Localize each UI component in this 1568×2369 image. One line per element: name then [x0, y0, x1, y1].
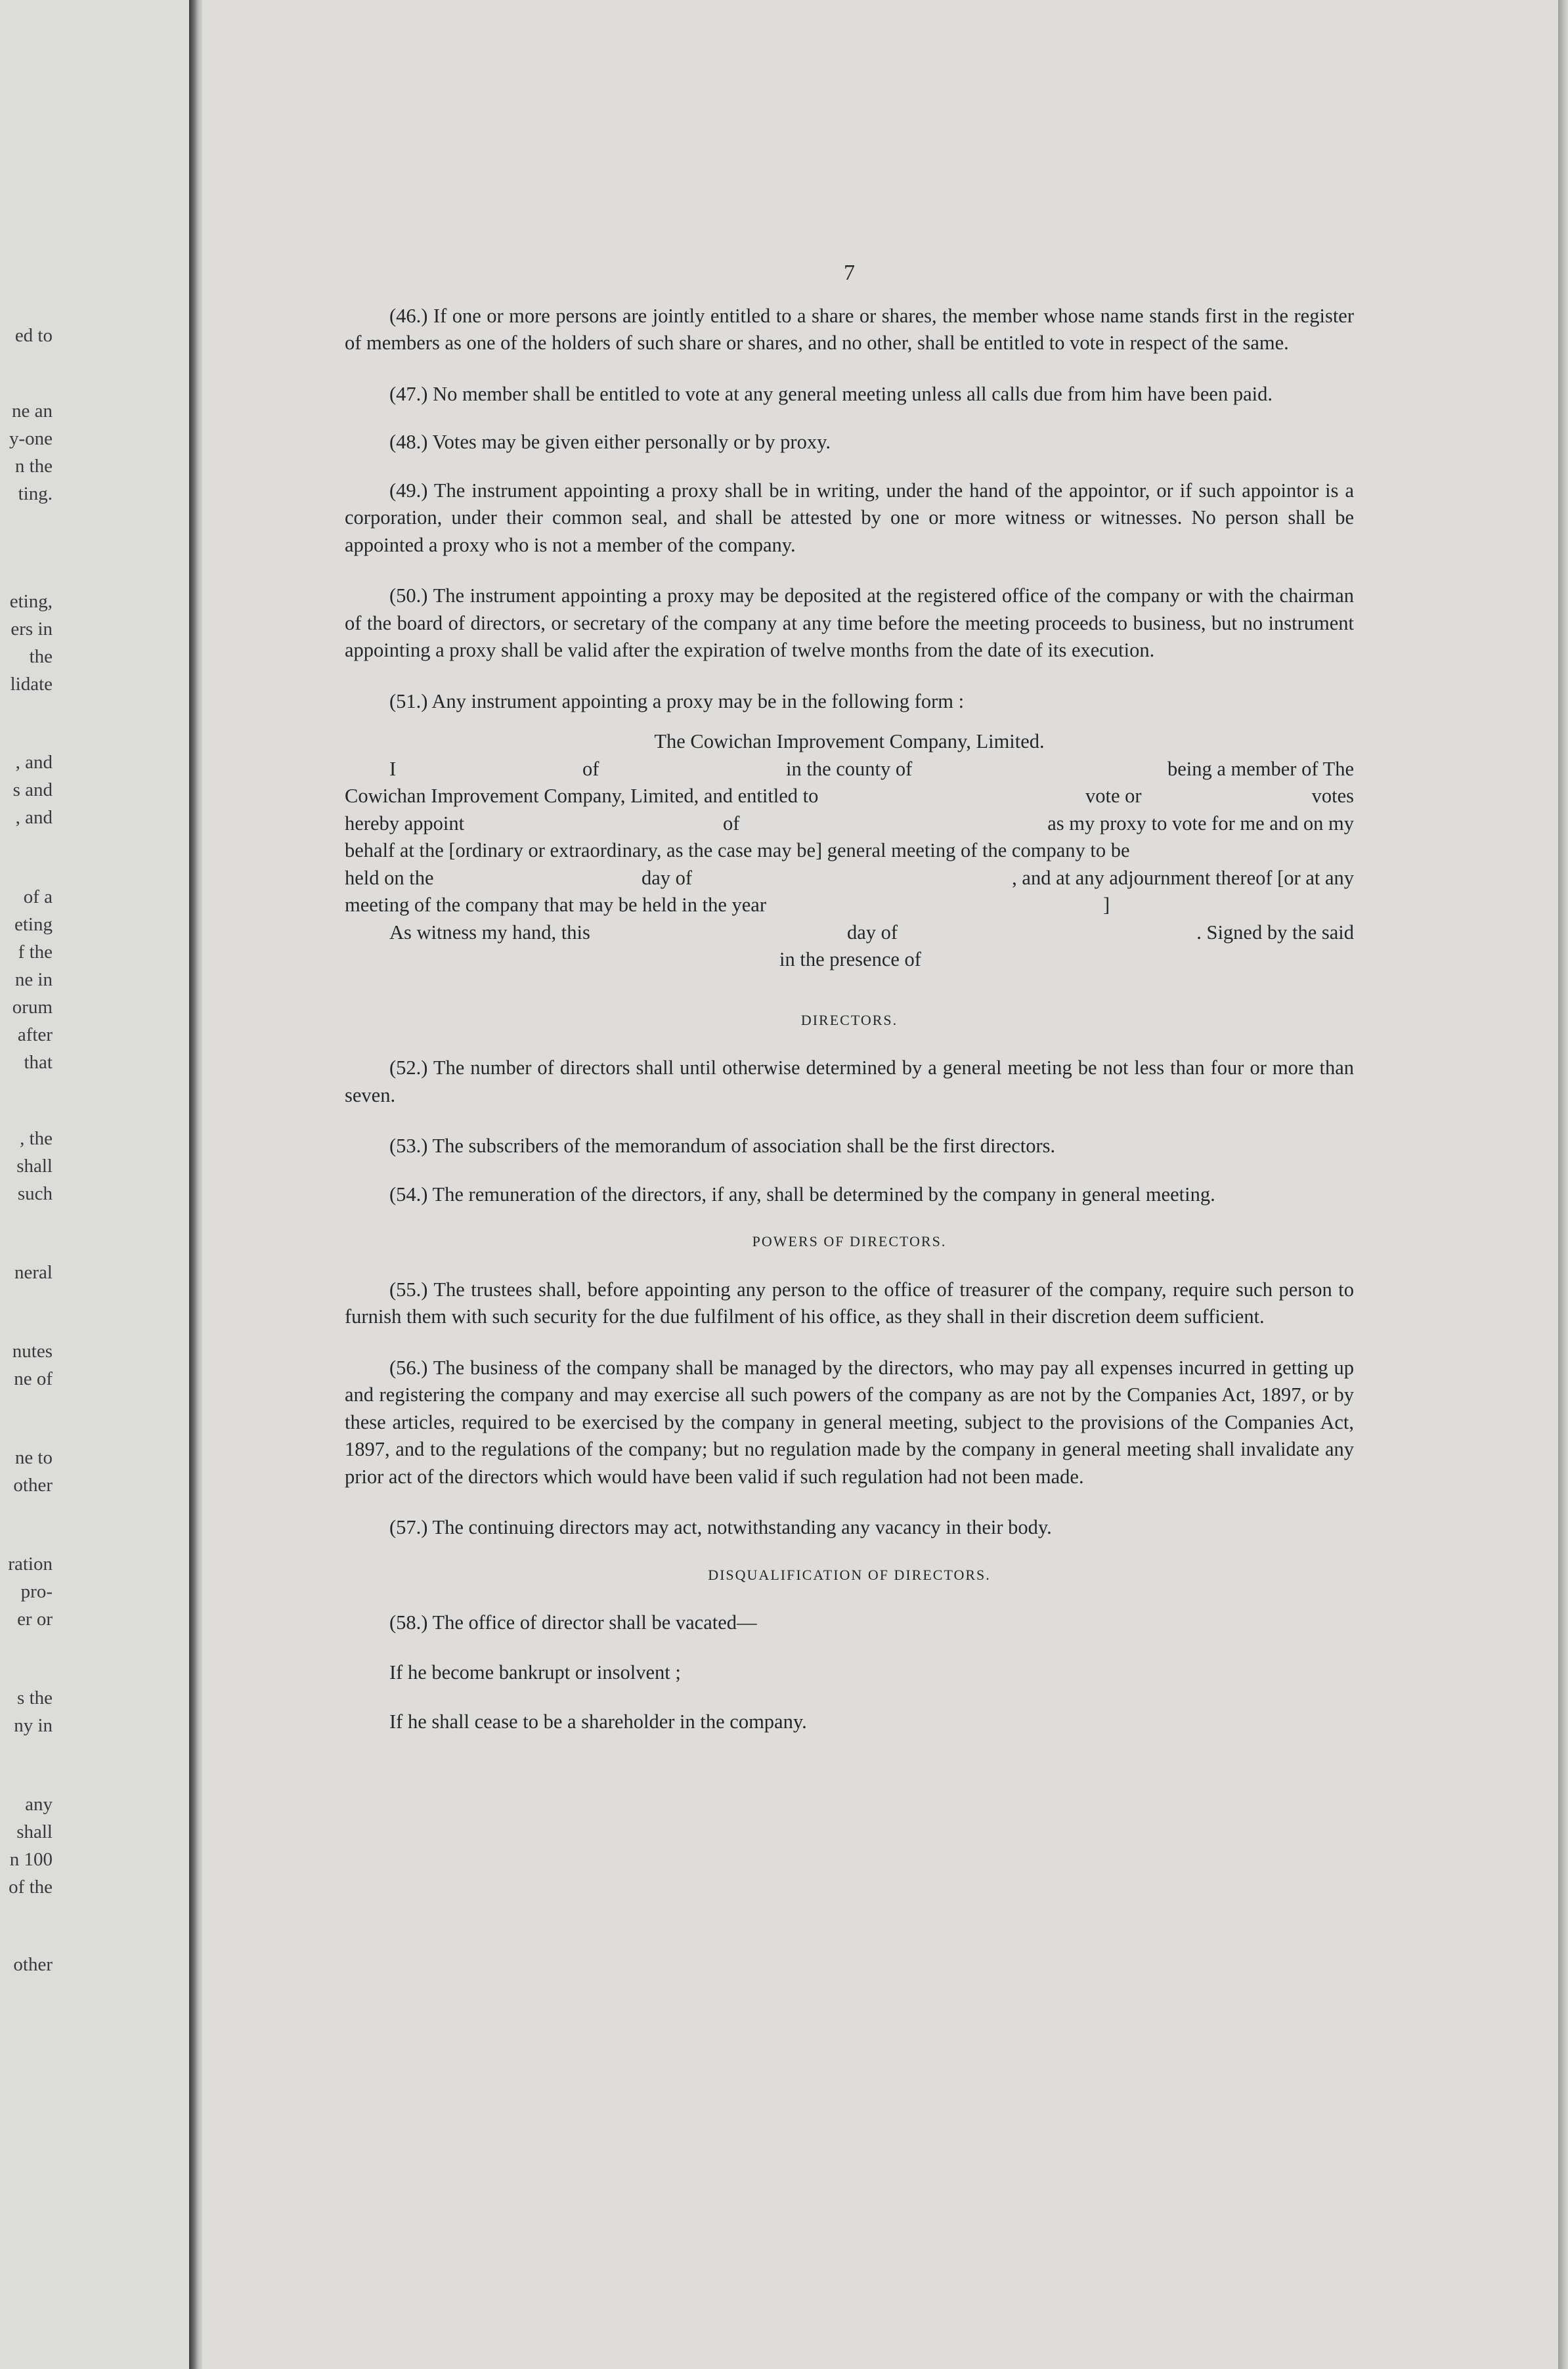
facing-page-fragment: f the [18, 942, 53, 963]
facing-page-fragment: any [25, 1794, 53, 1815]
clause-shareholder: If he shall cease to be a shareholder in the company. [389, 1710, 807, 1733]
form-text: , and at any adjournment thereof [or at any [1012, 866, 1354, 889]
facing-page-fragment: that [24, 1052, 53, 1073]
facing-page-fragment: n the [14, 456, 53, 477]
facing-page-fragment: s the [17, 1687, 53, 1708]
form-text: day of [847, 921, 898, 944]
facing-page-fragment: of a [23, 886, 53, 907]
heading-directors: DIRECTORS. [800, 1011, 898, 1028]
form-text: . Signed by the said [1196, 921, 1354, 944]
article-47: (47.) No member shall be entitled to vote at any general meeting unless all calls due from him have been paid. [389, 382, 1273, 405]
facing-page-fragment: er or [17, 1609, 53, 1630]
facing-page-fragment: , the [20, 1128, 53, 1149]
proxy-form-line-6 [345, 892, 1354, 919]
facing-page-fragment: ny in [14, 1715, 53, 1736]
form-text: I [389, 757, 397, 780]
facing-page-fragment: eting [14, 914, 53, 935]
article-55: (55.) The trustees shall, before appointing any person to the office of treasurer of the company, require such person to furnish them with such security for the due fulfilment of his office, as they shall in their discretion deem sufficient. [345, 1278, 1354, 1328]
facing-page-fragment: lidate [10, 674, 53, 695]
facing-page-fragment: , and [15, 752, 53, 773]
proxy-form-line-5 [345, 865, 1354, 892]
page-content [345, 259, 1354, 1758]
binding-gutter [189, 0, 202, 2369]
facing-page-fragment: shall [16, 1156, 53, 1177]
article-56: (56.) The business of the company shall be managed by the directors, who may pay all expenses incurred in getting up and registering the company and may exercise all such powers of the company as are not by the Companies Act, 1897, or by these articles, required to be exercised by the company in general meeting, subject to the provisions of the Companies Act, 1897, and to the regulations of the company; but no regulation made by the company in general meeting shall invalidate any prior act of the directors which would have been valid if such regulation had not been made. [345, 1356, 1354, 1488]
heading-powers-of-directors: POWERS OF DIRECTORS. [752, 1233, 947, 1250]
article-52: (52.) The number of directors shall until otherwise determined by a general meeting be not less than four or more than seven. [345, 1056, 1354, 1106]
facing-page-fragment: ers in [11, 619, 53, 640]
facing-page-fragment: ration [8, 1554, 53, 1575]
facing-page-fragment: ne in [14, 969, 53, 990]
facing-page-fragment: eting, [9, 591, 53, 612]
form-text: of [582, 757, 599, 780]
facing-page [0, 0, 189, 2369]
facing-page-fragment: ed to [14, 325, 53, 346]
proxy-form-line-7 [345, 919, 1354, 947]
article-53: (53.) The subscribers of the memorandum of association shall be the first directors. [389, 1135, 1056, 1157]
form-text: votes [1311, 785, 1354, 807]
article-50: (50.) The instrument appointing a proxy may be deposited at the registered office of the company or with the chairman of the board of directors, or secretary of the company at any time before the meeting proceeds to business, but no instrument appointing a proxy shall be valid after the expiration of twelve months from the date of its execution. [345, 584, 1354, 661]
facing-page-fragment: ne of [14, 1368, 53, 1389]
proxy-form-line-8 [345, 946, 1354, 974]
form-text: meeting of the company that may be held in the year [345, 894, 766, 916]
article-51: (51.) Any instrument appointing a proxy may be in the following form : [389, 689, 965, 712]
facing-page-fragment: ne to [14, 1447, 53, 1468]
form-text: day of [642, 866, 693, 889]
facing-page-fragment: orum [12, 997, 53, 1018]
facing-page-fragment: s and [12, 779, 53, 800]
facing-page-fragment: pro- [20, 1581, 53, 1602]
facing-page-fragment: other [13, 1475, 53, 1496]
page-edge [1558, 0, 1568, 2369]
article-54: (54.) The remuneration of the directors, if any, shall be determined by the company in general meeting. [389, 1183, 1215, 1206]
form-text: vote or [1085, 785, 1142, 807]
form-text: in the county of [786, 757, 913, 780]
proxy-form-line-2 [345, 783, 1354, 810]
facing-page-fragment: such [17, 1183, 53, 1204]
proxy-form-line-1 [345, 756, 1354, 783]
proxy-form-title: The Cowichan Improvement Company, Limited. [654, 730, 1045, 752]
heading-disqualification-of-directors: DISQUALIFICATION OF DIRECTORS. [708, 1566, 991, 1583]
article-46: (46.) If one or more persons are jointly entitled to a share or shares, the member whose name stands first in the register of members as one of the holders of such share or shares, and no other, shall be entitled to vote in respect of the same. [345, 304, 1354, 354]
facing-page-fragment: y-one [9, 428, 53, 449]
facing-page-fragment: other [13, 1954, 53, 1975]
article-48: (48.) Votes may be given either personally or by proxy. [389, 431, 831, 453]
facing-page-fragment: shall [16, 1821, 53, 1842]
article-57: (57.) The continuing directors may act, notwithstanding any vacancy in their body. [389, 1516, 1052, 1538]
facing-page-fragment: neral [14, 1262, 53, 1283]
form-text: as my proxy to vote for me and on my [1047, 812, 1354, 835]
facing-page-fragment: nutes [12, 1341, 53, 1362]
article-58: (58.) The office of director shall be vacated— [389, 1611, 757, 1634]
clause-bankrupt: If he become bankrupt or insolvent ; [389, 1661, 681, 1684]
form-text: hereby appoint [345, 812, 465, 835]
form-text: held on the [345, 866, 434, 889]
facing-page-fragment: n 100 [9, 1849, 53, 1870]
facing-page-fragment: of the [9, 1877, 53, 1898]
article-49: (49.) The instrument appointing a proxy shall be in writing, under the hand of the appointor, or if such appointor is a corporation, under their common seal, and shall be attested by one or more witness or witnesses. No person shall be appointed a proxy who is not a member of the company. [345, 479, 1354, 556]
page-number: 7 [844, 261, 855, 285]
form-text: As witness my hand, this [389, 921, 590, 944]
form-text: being a member of The [1167, 757, 1354, 780]
form-text: Cowichan Improvement Company, Limited, and entitled to [345, 785, 819, 807]
facing-page-fragment: after [17, 1024, 53, 1045]
form-text: of [723, 812, 740, 835]
form-text: ] [1103, 894, 1110, 916]
facing-page-fragment: , and [15, 807, 53, 828]
facing-page-fragment: ne an [12, 401, 53, 422]
facing-page-fragment: the [29, 646, 53, 667]
form-text: in the presence of [779, 948, 921, 970]
proxy-form-line-3 [345, 810, 1354, 838]
facing-page-fragment: ting. [18, 483, 53, 504]
proxy-form-line-4: behalf at the [ordinary or extraordinary, as the case may be] general meeting of the company to be [345, 839, 1130, 861]
